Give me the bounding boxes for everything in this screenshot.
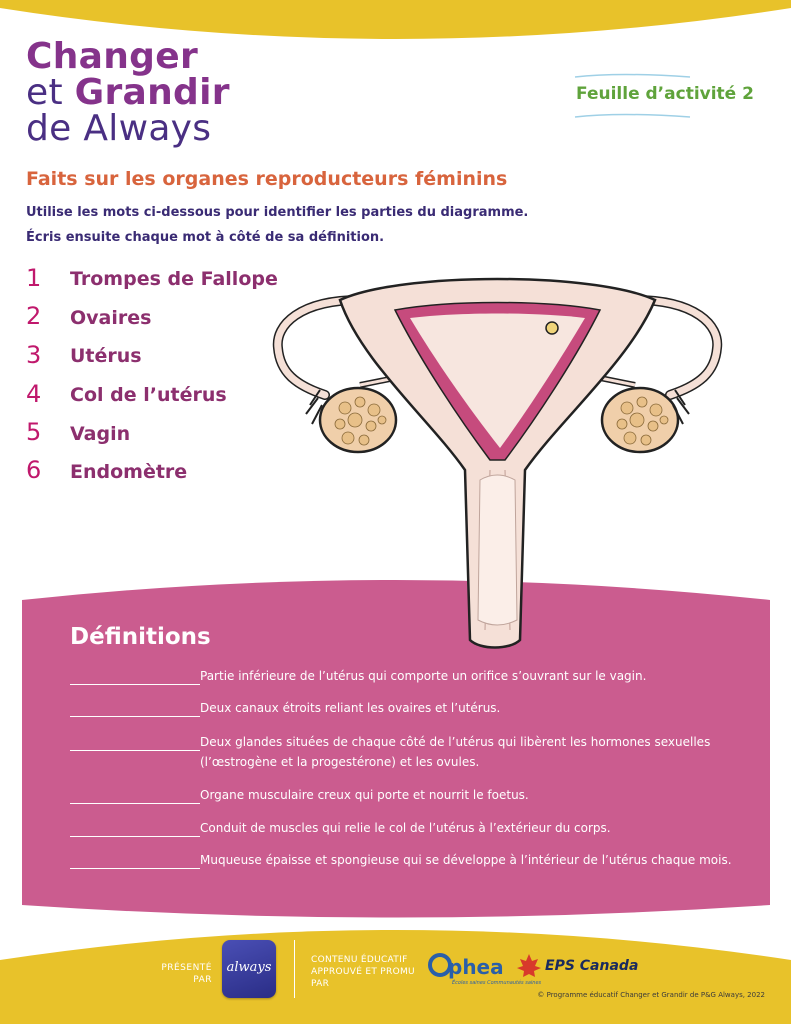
term-number-1: 1 bbox=[26, 264, 42, 292]
definition-answer-blank-3[interactable] bbox=[70, 750, 200, 751]
term-number-6: 6 bbox=[26, 456, 42, 484]
approved-by-label: CONTENU ÉDUCATIF APPROUVÉ ET PROMU PAR bbox=[311, 955, 415, 989]
term-label-6: Endomètre bbox=[70, 461, 188, 483]
definition-answer-blank-4[interactable] bbox=[70, 803, 200, 804]
term-label-5: Vagin bbox=[70, 423, 131, 445]
page-subtitle: Faits sur les organes reproducteurs féminins bbox=[26, 168, 508, 190]
logo-line-2-light: et bbox=[26, 72, 75, 113]
definition-text-4: Organe musculaire creux qui porte et nourrit le foetus. bbox=[200, 788, 529, 802]
ophea-logo-text: phea bbox=[448, 955, 504, 979]
activity-sheet-label: Feuille d’activité 2 bbox=[576, 84, 754, 104]
term-label-2: Ovaires bbox=[70, 307, 152, 329]
term-number-2: 2 bbox=[26, 302, 42, 330]
term-label-1: Trompes de Fallope bbox=[70, 268, 278, 290]
logo-line-2-bold: Grandir bbox=[74, 72, 230, 113]
always-logo-text: always bbox=[226, 960, 272, 975]
presented-by-label: PRÉSENTÉ PAR bbox=[161, 963, 212, 985]
definition-answer-blank-1[interactable] bbox=[70, 684, 200, 685]
instruction-line-2: Écris ensuite chaque mot à côté de sa définition. bbox=[26, 230, 385, 245]
definition-answer-blank-2[interactable] bbox=[70, 716, 200, 717]
eps-canada-logo-text: EPS Canada bbox=[545, 958, 639, 974]
logo-line-3: de Always bbox=[26, 108, 212, 149]
definition-answer-blank-5[interactable] bbox=[70, 836, 200, 837]
definition-text-2: Deux canaux étroits reliant les ovaires et l’utérus. bbox=[200, 701, 501, 715]
instruction-line-1: Utilise les mots ci-dessous pour identifier les parties du diagramme. bbox=[26, 205, 529, 220]
definition-text-1: Partie inférieure de l’utérus qui comporte un orifice s’ouvrant sur le vagin. bbox=[200, 669, 647, 683]
term-number-5: 5 bbox=[26, 418, 42, 446]
definition-answer-blank-6[interactable] bbox=[70, 868, 200, 869]
eps-canada-maple-leaf-icon bbox=[514, 952, 544, 982]
definition-text-5: Conduit de muscles qui relie le col de l’utérus à l’extérieur du corps. bbox=[200, 821, 611, 835]
logo-line-1: Changer bbox=[26, 36, 199, 77]
term-label-4: Col de l’utérus bbox=[70, 384, 227, 406]
term-label-3: Utérus bbox=[70, 345, 142, 367]
footer-divider bbox=[294, 940, 295, 998]
ovum bbox=[546, 322, 558, 334]
definition-text-3: Deux glandes situées de chaque côté de l’utérus qui libèrent les hormones sexuelles (l’œstrogène et la progestérone) et les ovules. bbox=[200, 735, 711, 769]
ophea-tagline: Écoles saines Communautés saines bbox=[452, 980, 542, 986]
copyright-notice: © Programme éducatif Changer et Grandir de P&G Always, 2022 bbox=[537, 991, 765, 999]
term-number-4: 4 bbox=[26, 380, 42, 408]
definitions-title: Définitions bbox=[70, 624, 211, 650]
definition-text-6: Muqueuse épaisse et spongieuse qui se développe à l’intérieur de l’utérus chaque mois. bbox=[200, 853, 732, 867]
term-number-3: 3 bbox=[26, 341, 42, 369]
vaginal-canal bbox=[478, 475, 517, 625]
